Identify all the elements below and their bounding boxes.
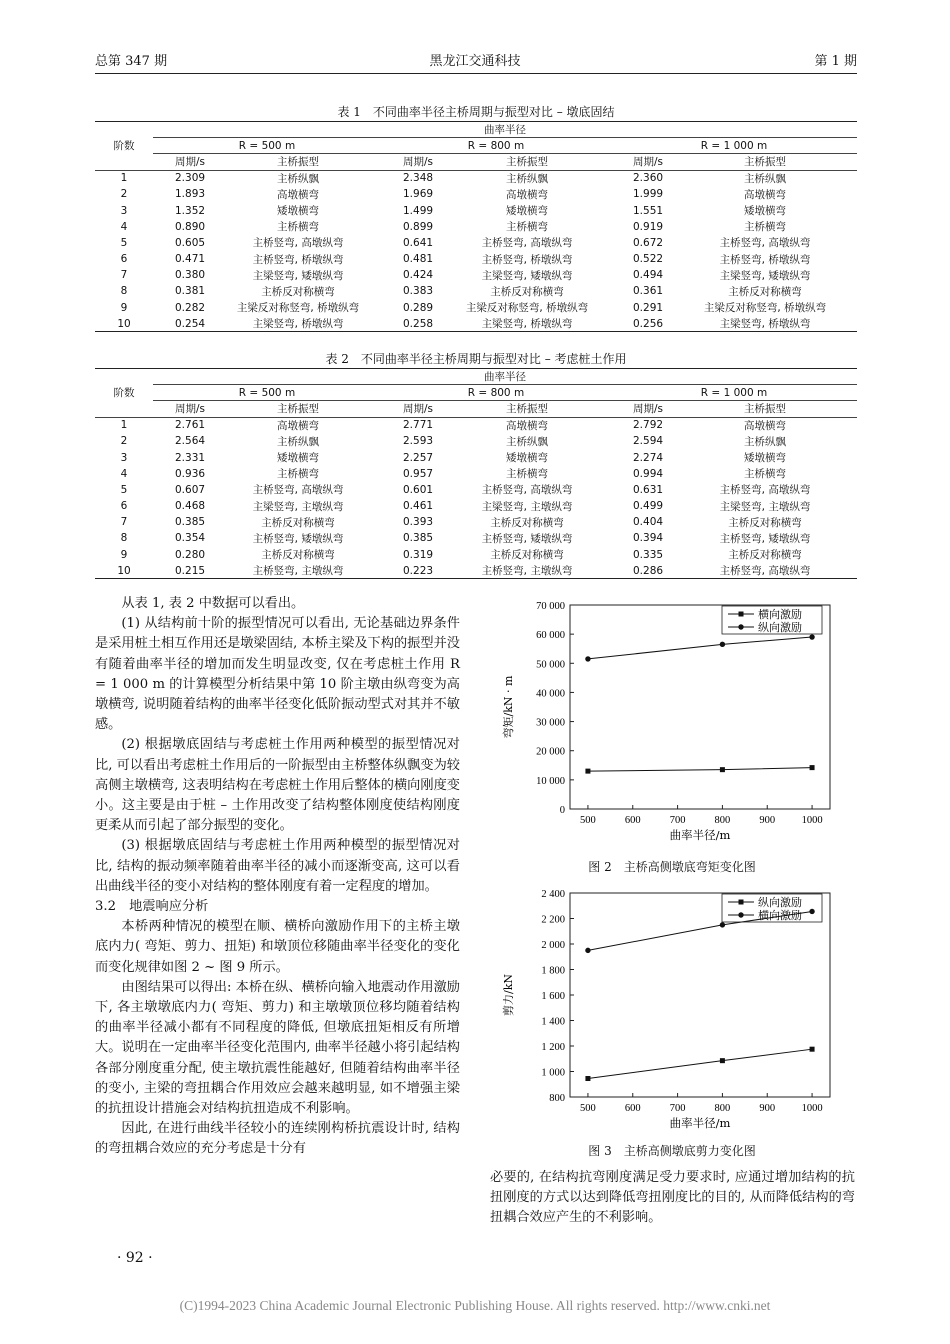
table-row (95, 300, 857, 316)
y-axis-label: 剪力/kN (502, 974, 515, 1016)
figure2-chart (490, 597, 855, 842)
table-cell-mode: 主梁竖弯, 桥墩纵弯 (443, 316, 611, 332)
table-cell-mode: 主梁反对称竖弯, 桥墩纵弯 (236, 302, 360, 315)
table-cell-period: 0.385 (403, 532, 434, 545)
table2-caption: 表 2 不同曲率半径主桥周期与振型对比 – 考虑桩土作用 (325, 352, 627, 366)
table-cell-mode: 主桥反对称横弯 (728, 516, 802, 529)
table-cell-mode: 矮墩横弯 (277, 205, 319, 218)
paragraph-2: (2) 根据墩底固结与考虑桩土作用两种模型的振型情况对比, 可以看出考虑桩土作用后的一阶振型由主桥整体纵飘变为较高侧主墩横弯, 这表明结构在考虑桩土作用后整体的横向刚度变小。这主要是由于桩 – 土作用改变了结构整体刚度使结构刚度更柔从而引起了部分振型的变化。 (95, 737, 460, 834)
table-cell-order: 5 (120, 483, 128, 496)
table-cell-period: 0.994 (633, 467, 664, 480)
table-cell-mode: 主桥纵飘 (277, 435, 319, 448)
figure3-caption: 图 3 主桥高侧墩底剪力变化图 (588, 1144, 756, 1158)
table-row (95, 251, 857, 267)
table-cell-period: 2.348 (403, 172, 434, 185)
data-point (720, 922, 725, 927)
data-point (809, 634, 814, 639)
table-cell-period: 0.254 (153, 316, 215, 332)
table-cell-order: 3 (120, 451, 128, 464)
table-cell-order: 2 (120, 188, 128, 201)
legend-marker (739, 612, 744, 617)
table-cell-order: 10 (95, 316, 153, 332)
table1-col-period: 周期/s (381, 154, 443, 170)
paragraph-5: 由图结果可以得出: 本桥在纵、横桥向输入地震动作用激励下, 各主墩墩底内力( 弯矩、剪力) 和主墩墩顶位移均随着结构的曲率半径减小都有不同程度的降低, 但墩底扭矩相反有所增大。说明在一定曲率半径变化范围内, 曲率半径越小将引起结构各部分刚度重分配, 使主墩抗震性能越好, 但随着结构曲率半径的变小, 主梁的弯扭耦合作用效应会越来越明显, 如不增强主梁的抗扭设计措施会对结构抗扭造成不利影响。 (95, 979, 460, 1117)
table-cell-mode: 主梁竖弯, 矮墩纵弯 (719, 269, 811, 282)
table-cell-period: 0.605 (175, 236, 206, 249)
table-cell-mode: 主桥竖弯, 高墩纵弯 (719, 484, 811, 497)
table-row (95, 547, 857, 563)
table-cell-order: 4 (120, 467, 128, 480)
table-cell-period: 0.641 (403, 236, 434, 249)
table-cell-period: 0.499 (633, 500, 664, 513)
paragraph-intro: 从表 1, 表 2 中数据可以看出。 (121, 596, 305, 611)
table-cell-period: 2.309 (175, 172, 206, 185)
x-tick-label: 800 (714, 815, 731, 826)
table-cell-period: 1.893 (175, 188, 206, 201)
table-cell-mode: 主桥反对称横弯 (261, 549, 335, 562)
header-rule (95, 73, 857, 74)
table-cell-mode: 主桥竖弯, 桥墩纵弯 (719, 253, 811, 266)
x-tick-label: 600 (624, 1103, 641, 1114)
table1-col-period: 周期/s (153, 154, 215, 170)
table2-radius-1000: R = 1 000 m (611, 385, 857, 401)
series-line (588, 768, 812, 771)
table-cell-order: 5 (120, 236, 128, 249)
table-cell-mode: 主桥横弯 (744, 221, 786, 234)
y-tick-label: 0 (559, 805, 565, 816)
table-row (95, 186, 857, 202)
table-cell-mode: 主桥竖弯, 高墩纵弯 (252, 237, 344, 250)
y-tick-label: 20 000 (536, 746, 565, 758)
legend-label: 纵向激励 (758, 896, 802, 909)
table-cell-period: 0.899 (403, 220, 434, 233)
table-cell-period: 0.468 (175, 500, 206, 513)
table-row (95, 449, 857, 465)
table-cell-mode: 主桥竖弯, 高墩纵弯 (252, 484, 344, 497)
table-cell-mode: 主桥横弯 (506, 468, 548, 481)
x-tick-label: 900 (759, 1103, 776, 1114)
legend-marker (738, 912, 743, 917)
table-cell-mode: 主桥竖弯, 主墩纵弯 (215, 563, 381, 579)
right-paragraph-1: 必要的, 在结构抗弯刚度满足受力要求时, 应通过增加结构的抗扭刚度的方式以达到降低弯扭刚度比的目的, 从而降低结构的弯扭耦合效应产生的不利影响。 (490, 1170, 855, 1226)
table-cell-mode: 主桥纵飘 (506, 172, 548, 185)
table2-col-mode: 主桥振型 (215, 401, 381, 417)
legend-label: 纵向激励 (758, 621, 802, 634)
table-cell-mode: 高墩横弯 (744, 188, 786, 201)
table-cell-order: 9 (120, 548, 128, 561)
paragraph-3: (3) 根据墩底固结与考虑桩土作用两种模型的振型情况对比, 结构的振动频率随着曲率半径的减小而逐渐变高, 这可以看出曲线半径的变小对结构的整体刚度有着一定程度的增加。 (95, 838, 460, 894)
table-cell-period: 0.381 (175, 285, 206, 298)
x-tick-label: 700 (669, 1103, 686, 1114)
table-cell-period: 2.593 (403, 435, 434, 448)
y-tick-label: 1 800 (541, 965, 565, 977)
x-tick-label: 1000 (801, 1103, 823, 1114)
series-line (588, 637, 812, 659)
table-cell-mode: 主梁反对称竖弯, 桥墩纵弯 (703, 302, 827, 315)
table2-group-header: 曲率半径 (153, 369, 857, 385)
table1-col-mode: 主桥振型 (443, 154, 611, 170)
table-cell-period: 1.352 (175, 204, 206, 217)
y-tick-label: 1 000 (541, 1067, 565, 1079)
table-cell-order: 10 (95, 563, 153, 579)
table-cell-mode: 高墩横弯 (277, 419, 319, 432)
table-cell-mode: 主桥竖弯, 矮墩纵弯 (481, 532, 573, 545)
table-cell-mode: 主桥反对称横弯 (490, 549, 564, 562)
table1-col-mode: 主桥振型 (673, 154, 857, 170)
table-cell-mode: 主桥竖弯, 主墩纵弯 (443, 563, 611, 579)
table-cell-mode: 主桥反对称横弯 (728, 549, 802, 562)
table-cell-period: 0.424 (403, 269, 434, 282)
data-point (810, 765, 815, 770)
table-cell-period: 0.471 (175, 253, 206, 266)
table-cell-mode: 主桥反对称横弯 (490, 516, 564, 529)
left-column-text (95, 594, 460, 1160)
table-cell-mode: 主梁竖弯, 主墩纵弯 (252, 500, 344, 513)
x-axis-label: 曲率半径/m (669, 1116, 731, 1130)
table-cell-mode: 主桥反对称横弯 (261, 285, 335, 298)
table-cell-mode: 主桥纵飘 (506, 435, 548, 448)
table-row (95, 530, 857, 546)
table-cell-mode: 主桥反对称横弯 (490, 285, 564, 298)
legend-label: 横向激励 (758, 608, 802, 621)
table-cell-mode: 主桥竖弯, 高墩纵弯 (481, 484, 573, 497)
table-row (95, 202, 857, 218)
table-cell-mode: 主梁竖弯, 桥墩纵弯 (215, 316, 381, 332)
table-cell-period: 1.551 (633, 204, 664, 217)
table-row (95, 235, 857, 251)
table-cell-mode: 高墩横弯 (506, 419, 548, 432)
x-tick-label: 600 (624, 815, 641, 826)
table-cell-period: 0.256 (611, 316, 673, 332)
table-cell-period: 0.631 (633, 483, 664, 496)
table-row (95, 466, 857, 482)
table-cell-period: 2.792 (633, 419, 664, 432)
table-row (95, 267, 857, 283)
table-cell-mode: 矮墩横弯 (277, 452, 319, 465)
data-point (585, 1076, 590, 1081)
table-cell-mode: 主梁竖弯, 桥墩纵弯 (673, 316, 857, 332)
copyright-footer: (C)1994-2023 China Academic Journal Electronic Publishing House. All rights reserved. http://www.cnki.net (179, 1298, 771, 1313)
table1 (95, 121, 857, 332)
figure2-caption: 图 2 主桥高侧墩底弯矩变化图 (588, 860, 756, 874)
table-cell-period: 0.481 (403, 253, 434, 266)
plot-frame (570, 605, 830, 809)
table-cell-period: 0.335 (633, 548, 664, 561)
table-cell-mode: 主桥竖弯, 高墩纵弯 (719, 237, 811, 250)
table-cell-mode: 主梁竖弯, 矮墩纵弯 (252, 269, 344, 282)
paragraph-1: (1) 从结构前十阶的振型情况可以看出, 无论基础边界条件是采用桩土相互作用还是墩梁固结, 本桥主梁及下构的振型并没有随着曲率半径的增加而发生明显改变, 仅在考虑桩土作用 R = 1 000 m 的计算模型分析结果中第 10 阶主墩由纵弯变为高墩横弯, 说明随着结构的曲率半径变化低阶振动型式对其并不敏感。 (95, 616, 460, 733)
table-cell-period: 0.461 (403, 500, 434, 513)
table-row (95, 219, 857, 235)
figure3-chart (490, 885, 855, 1130)
table-cell-period: 0.319 (403, 548, 434, 561)
journal-title: 黑龙江交通科技 (429, 54, 521, 69)
table2-col-mode: 主桥振型 (673, 401, 857, 417)
data-point (585, 656, 590, 661)
running-header-left: 总第 347 期 (95, 54, 168, 69)
table2 (95, 368, 857, 579)
table-cell-period: 0.223 (381, 563, 443, 579)
table-cell-period: 0.354 (175, 532, 206, 545)
table-cell-period: 0.280 (175, 548, 206, 561)
table-cell-order: 2 (120, 435, 128, 448)
table1-col-mode: 主桥振型 (215, 154, 381, 170)
table-cell-period: 2.564 (175, 435, 206, 448)
table-cell-mode: 主桥纵飘 (744, 435, 786, 448)
table-cell-order: 9 (120, 301, 128, 314)
table-cell-period: 0.394 (633, 532, 664, 545)
x-tick-label: 500 (580, 815, 596, 826)
y-axis-label: 弯矩/kN · m (502, 675, 515, 739)
legend-marker (739, 900, 744, 905)
table-cell-mode: 主梁竖弯, 主墩纵弯 (719, 500, 811, 513)
data-point (720, 1058, 725, 1063)
table-cell-order: 4 (120, 220, 128, 233)
table-cell-order: 6 (120, 253, 128, 266)
page-number: · 92 · (117, 1250, 153, 1266)
table-cell-order: 8 (120, 532, 128, 545)
y-tick-label: 1 400 (541, 1016, 565, 1028)
table-cell-mode: 主桥竖弯, 矮墩纵弯 (719, 532, 811, 545)
table-cell-mode: 主梁反对称竖弯, 桥墩纵弯 (465, 302, 589, 315)
table-cell-mode: 主桥纵飘 (277, 172, 319, 185)
table-cell-period: 2.360 (633, 172, 664, 185)
table-cell-period: 0.286 (611, 563, 673, 579)
table-cell-period: 0.361 (633, 285, 664, 298)
table-cell-period: 0.890 (175, 220, 206, 233)
table-cell-mode: 主桥反对称横弯 (261, 516, 335, 529)
table-row (95, 417, 857, 433)
table-cell-period: 1.969 (403, 188, 434, 201)
table1-col-period: 周期/s (611, 154, 673, 170)
table-cell-period: 1.999 (633, 188, 664, 201)
table-cell-period: 2.257 (403, 451, 434, 464)
table-cell-mode: 主梁竖弯, 矮墩纵弯 (481, 269, 573, 282)
table-cell-mode: 主桥竖弯, 桥墩纵弯 (252, 253, 344, 266)
y-tick-label: 50 000 (536, 659, 565, 671)
table-cell-period: 0.258 (381, 316, 443, 332)
plot-frame (570, 893, 830, 1097)
table-cell-period: 0.936 (175, 467, 206, 480)
table-cell-mode: 矮墩横弯 (506, 452, 548, 465)
right-column-text (490, 1168, 855, 1229)
x-axis-label: 曲率半径/m (669, 828, 731, 842)
table-cell-period: 2.594 (633, 435, 664, 448)
table-cell-period: 2.331 (175, 451, 206, 464)
table-cell-period: 0.919 (633, 220, 664, 233)
table-row (95, 498, 857, 514)
table-cell-period: 0.383 (403, 285, 434, 298)
table-cell-mode: 矮墩横弯 (744, 205, 786, 218)
table2-col-period: 周期/s (381, 401, 443, 417)
y-tick-label: 1 200 (541, 1042, 565, 1053)
table-cell-period: 0.957 (403, 467, 434, 480)
y-tick-label: 800 (549, 1093, 565, 1104)
series-line (588, 1049, 812, 1078)
paragraph-4: 本桥两种情况的模型在顺、横桥向激励作用下的主桥主墩底内力( 弯矩、剪力、扭矩) 和墩顶位移随曲率半径变化的变化而变化规律如图 2 ~ 图 9 所示。 (95, 919, 460, 975)
table-cell-mode: 高墩横弯 (744, 419, 786, 432)
table-cell-order: 8 (120, 285, 128, 298)
table-cell-period: 0.385 (175, 516, 206, 529)
table-cell-period: 0.215 (153, 563, 215, 579)
table-cell-mode: 主桥反对称横弯 (728, 285, 802, 298)
table-cell-period: 0.404 (633, 516, 664, 529)
running-header-right: 第 1 期 (814, 54, 857, 69)
table1-radius-500: R = 500 m (153, 138, 381, 154)
table-cell-mode: 主桥横弯 (744, 468, 786, 481)
data-point (585, 769, 590, 774)
table-cell-mode: 主梁竖弯, 主墩纵弯 (481, 500, 573, 513)
table-cell-period: 0.607 (175, 483, 206, 496)
data-point (720, 642, 725, 647)
table2-col-period: 周期/s (153, 401, 215, 417)
table-cell-period: 0.522 (633, 253, 664, 266)
table-cell-mode: 主桥竖弯, 桥墩纵弯 (481, 253, 573, 266)
legend-marker (738, 624, 743, 629)
x-tick-label: 1000 (801, 815, 823, 826)
table-cell-mode: 主桥竖弯, 矮墩纵弯 (252, 532, 344, 545)
table-cell-period: 2.771 (403, 419, 434, 432)
table2-radius-800: R = 800 m (381, 385, 611, 401)
table1-radius-1000: R = 1 000 m (611, 138, 857, 154)
y-tick-label: 2 200 (541, 914, 565, 926)
y-tick-label: 2 000 (541, 940, 565, 951)
table2-col-period: 周期/s (611, 401, 673, 417)
table2-radius-500: R = 500 m (153, 385, 381, 401)
table-cell-period: 2.761 (175, 419, 206, 432)
x-tick-label: 900 (759, 815, 776, 826)
x-tick-label: 800 (714, 1103, 731, 1114)
table-cell-mode: 主桥纵飘 (744, 172, 786, 185)
table2-stub-header: 阶数 (95, 369, 153, 418)
table-cell-period: 0.672 (633, 236, 664, 249)
table-cell-order: 3 (120, 204, 128, 217)
table-cell-mode: 主桥横弯 (277, 221, 319, 234)
table-cell-period: 0.380 (175, 269, 206, 282)
table-cell-order: 7 (120, 269, 128, 282)
x-tick-label: 700 (669, 815, 686, 826)
table-cell-period: 0.282 (175, 301, 206, 314)
table1-stub-header: 阶数 (95, 122, 153, 171)
table-cell-mode: 主桥竖弯, 高墩纵弯 (481, 237, 573, 250)
table-cell-mode: 高墩横弯 (277, 188, 319, 201)
table-cell-order: 6 (120, 500, 128, 513)
x-tick-label: 500 (580, 1103, 596, 1114)
y-tick-label: 60 000 (536, 630, 565, 642)
data-point (720, 767, 725, 772)
y-tick-label: 30 000 (536, 717, 565, 729)
table-row (95, 316, 857, 332)
y-tick-label: 2 400 (541, 889, 565, 900)
table-cell-order: 1 (120, 419, 128, 432)
table-cell-order: 7 (120, 516, 128, 529)
table-row (95, 563, 857, 579)
table-cell-period: 0.601 (403, 483, 434, 496)
table-row (95, 433, 857, 449)
y-tick-label: 40 000 (536, 688, 565, 700)
table-cell-mode: 矮墩横弯 (506, 205, 548, 218)
data-point (810, 1047, 815, 1052)
data-point (585, 948, 590, 953)
data-point (809, 909, 814, 914)
table-cell-period: 0.291 (633, 301, 664, 314)
table-cell-period: 0.393 (403, 516, 434, 529)
table1-group-header: 曲率半径 (153, 122, 857, 138)
table-row (95, 514, 857, 530)
table-cell-mode: 高墩横弯 (506, 188, 548, 201)
table-row (95, 170, 857, 186)
table-cell-order: 1 (120, 172, 128, 185)
table-cell-period: 2.274 (633, 451, 664, 464)
table-row (95, 482, 857, 498)
table1-caption: 表 1 不同曲率半径主桥周期与振型对比 – 墩底固结 (337, 105, 615, 119)
table-cell-period: 0.494 (633, 269, 664, 282)
table-cell-mode: 主桥横弯 (506, 221, 548, 234)
table-cell-period: 0.289 (403, 301, 434, 314)
section-heading: 3.2 地震响应分析 (95, 899, 209, 915)
table-row (95, 283, 857, 299)
table-cell-mode: 主桥横弯 (277, 468, 319, 481)
paragraph-6: 因此, 在进行曲线半径较小的连续刚构桥抗震设计时, 结构的弯扭耦合效应的充分考虑是十分有 (95, 1121, 460, 1157)
table2-col-mode: 主桥振型 (443, 401, 611, 417)
table-cell-period: 1.499 (403, 204, 434, 217)
y-tick-label: 1 600 (541, 991, 565, 1002)
legend-label: 横向激励 (758, 909, 802, 922)
y-tick-label: 70 000 (536, 601, 565, 612)
y-tick-label: 10 000 (536, 775, 565, 787)
table-cell-mode: 矮墩横弯 (744, 452, 786, 465)
table-cell-mode: 主桥竖弯, 高墩纵弯 (673, 563, 857, 579)
table1-radius-800: R = 800 m (381, 138, 611, 154)
